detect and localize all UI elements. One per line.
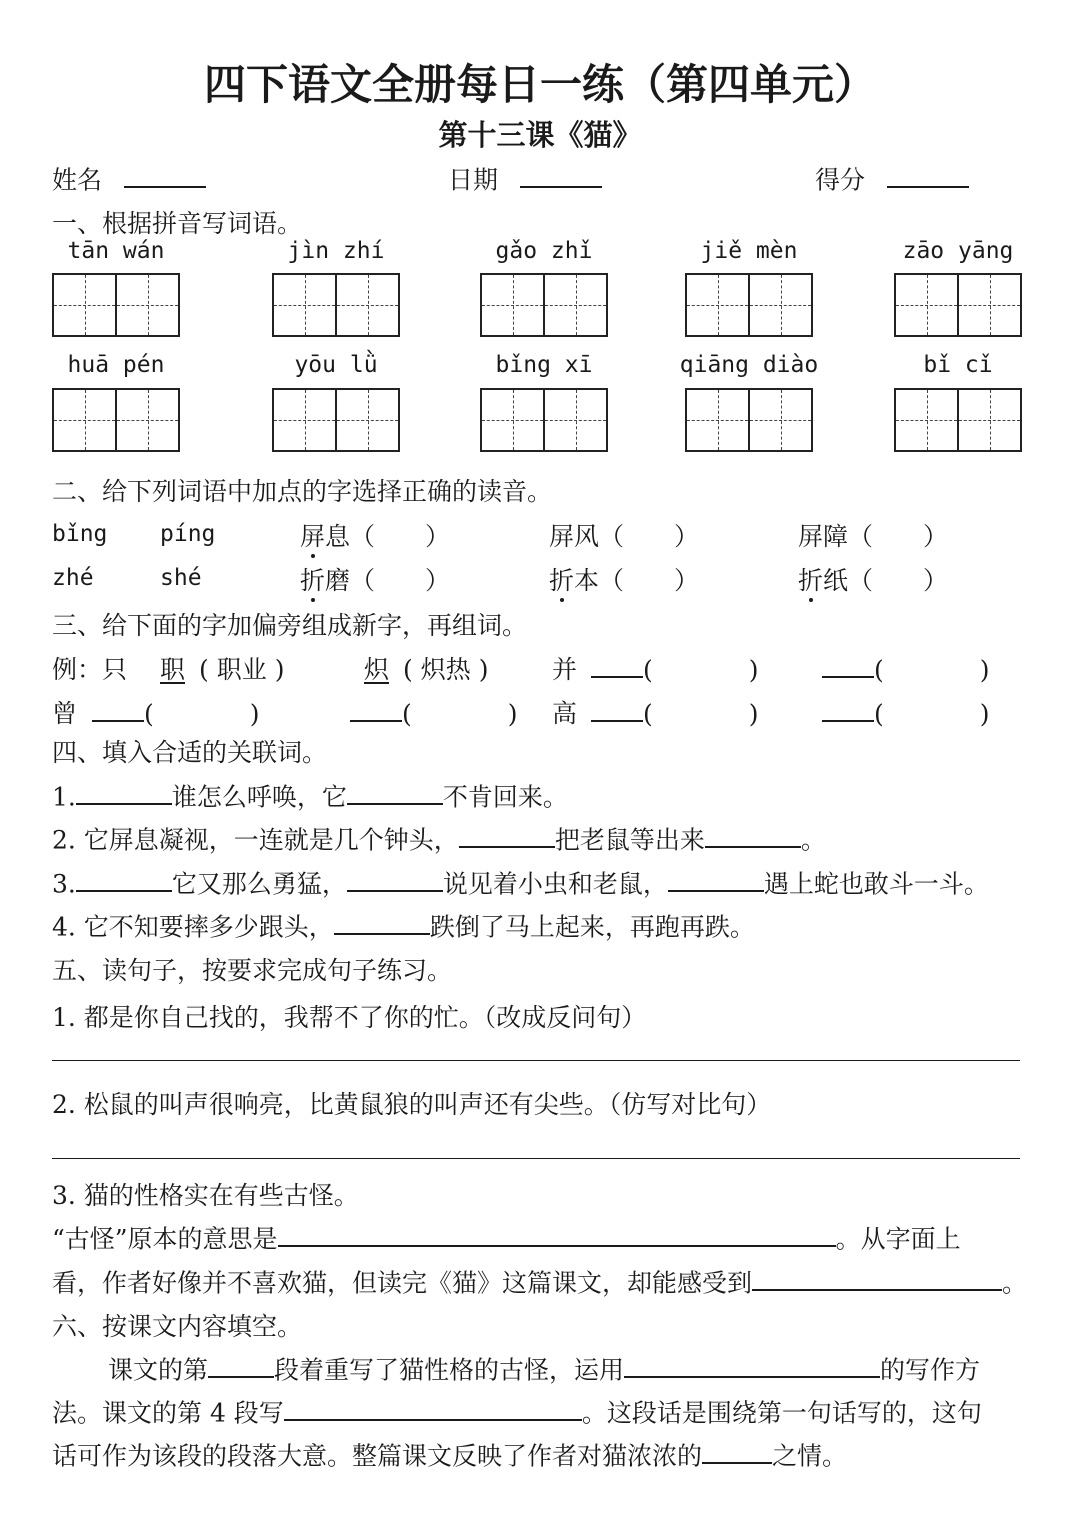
section1-heading: 一、根据拼音写词语。 xyxy=(52,209,303,238)
question-text: 把老鼠等出来 xyxy=(554,825,705,855)
writing-grid[interactable] xyxy=(480,273,608,337)
paren: （ xyxy=(599,522,625,551)
date-field xyxy=(448,160,602,196)
word-item xyxy=(300,561,450,597)
paren: ) xyxy=(507,699,518,729)
question-text: 跌倒了马上起来，再跑再跌。 xyxy=(429,912,755,942)
writing-grid[interactable] xyxy=(272,273,400,337)
fill-item xyxy=(92,694,260,728)
reading-option: bǐng xyxy=(52,521,108,547)
pinyin-label: zāo yāng xyxy=(902,238,1014,264)
word-item xyxy=(798,561,948,597)
name-label: 姓名 xyxy=(52,165,103,195)
answer-line[interactable] xyxy=(52,1158,1020,1159)
paren: ） xyxy=(674,566,700,595)
pinyin-label: jìn zhí xyxy=(287,238,385,264)
paren: ( xyxy=(643,655,653,685)
paragraph-text: 话可作为该段的段落大意。整篇课文反映了作者对猫浓浓的 xyxy=(52,1441,703,1471)
paren: ( xyxy=(874,655,884,685)
question-text: 。从字面上 xyxy=(835,1224,961,1254)
paren: （ xyxy=(599,566,625,595)
pinyin-label: gǎo zhǐ xyxy=(495,238,593,264)
word-char: 本 xyxy=(574,566,600,595)
char-blank[interactable] xyxy=(350,694,402,722)
writing-grid[interactable] xyxy=(52,388,180,452)
answer-blank[interactable] xyxy=(347,777,443,805)
answer-line[interactable] xyxy=(52,1060,1020,1061)
paragraph-text: 段着重写了猫性格的古怪，运用 xyxy=(274,1355,625,1385)
base-char: 曾 xyxy=(52,699,78,728)
question-text: 谁怎么呼唤，它 xyxy=(171,782,347,812)
section3-heading: 三、给下面的字加偏旁组成新字，再组词。 xyxy=(52,611,528,640)
base-char: 高 xyxy=(552,699,578,728)
answer-blank[interactable] xyxy=(76,777,172,805)
question-line xyxy=(52,820,826,856)
reading-option: píng xyxy=(160,521,216,547)
question-line xyxy=(52,907,755,943)
paren: （ xyxy=(350,522,376,551)
score-field xyxy=(815,160,969,196)
example-char: 炽 xyxy=(364,655,390,684)
pinyin-label: jiě mèn xyxy=(700,238,798,264)
question-line xyxy=(52,864,989,900)
section6-heading: 六、按课文内容填空。 xyxy=(52,1312,303,1341)
score-blank[interactable] xyxy=(887,160,969,188)
score-label: 得分 xyxy=(815,165,866,195)
dotted-char: 屏 xyxy=(300,517,325,553)
date-blank[interactable] xyxy=(520,160,602,188)
paren: （ xyxy=(848,522,874,551)
fill-item xyxy=(591,650,759,684)
question-line xyxy=(52,777,568,813)
writing-grid[interactable] xyxy=(685,273,813,337)
paren: ( xyxy=(874,699,884,729)
paren: ( xyxy=(403,655,413,684)
reading-option: shé xyxy=(160,565,202,591)
writing-grid[interactable] xyxy=(685,388,813,452)
char-blank[interactable] xyxy=(822,650,874,678)
word-char: 纸 xyxy=(823,566,849,595)
name-blank[interactable] xyxy=(124,160,206,188)
section4-heading: 四、填入合适的关联词。 xyxy=(52,738,328,767)
paragraph-text: 课文的第 xyxy=(108,1355,209,1385)
answer-blank[interactable] xyxy=(668,864,764,892)
base-char: 并 xyxy=(552,655,578,684)
paragraph-text: 法。课文的第 4 段写 xyxy=(52,1398,284,1428)
word-item xyxy=(549,561,699,597)
word-char: 息 xyxy=(325,522,351,551)
question-text: 2. 松鼠的叫声很响亮，比黄鼠狼的叫声还有尖些。（仿写对比句） xyxy=(52,1090,772,1119)
paragraph-line xyxy=(108,1350,980,1386)
question-text: 4. 它不知要摔多少跟头， xyxy=(52,912,334,942)
question-text: 1. 都是你自己找的，我帮不了你的忙。（改成反问句） xyxy=(52,1003,647,1032)
pinyin-label: yōu lǜ xyxy=(294,352,378,378)
section5-heading: 五、读句子，按要求完成句子练习。 xyxy=(52,956,453,985)
paren: ( xyxy=(199,655,209,684)
paragraph-line xyxy=(52,1436,847,1472)
paragraph-text: 之情。 xyxy=(772,1441,848,1471)
paren: （ xyxy=(350,566,376,595)
paren: ( xyxy=(402,699,412,729)
word-char: 磨 xyxy=(325,566,351,595)
fill-item xyxy=(822,650,990,684)
char-blank[interactable] xyxy=(92,694,144,722)
section2-heading: 二、给下列词语中加点的字选择正确的读音。 xyxy=(52,477,553,506)
paragraph-text: 的写作方 xyxy=(880,1355,981,1385)
paren: ） xyxy=(425,522,451,551)
question-line xyxy=(52,1263,1027,1299)
example-word: 炽热 xyxy=(420,655,471,684)
paren: ） xyxy=(674,522,700,551)
paren: ) xyxy=(748,699,759,729)
question-text: 。 xyxy=(800,825,826,855)
answer-blank[interactable] xyxy=(347,864,443,892)
char-blank[interactable] xyxy=(591,694,643,722)
answer-blank[interactable] xyxy=(702,1436,772,1464)
question-text: 。 xyxy=(1002,1268,1028,1298)
question-line xyxy=(52,1219,961,1255)
writing-grid[interactable] xyxy=(894,388,1022,452)
question-text: 说见着小虫和老鼠， xyxy=(442,869,668,899)
question-text: “古怪”原本的意思是 xyxy=(52,1224,278,1254)
paren: ( xyxy=(643,699,653,729)
answer-blank[interactable] xyxy=(334,907,430,935)
pinyin-label: tān wán xyxy=(67,238,165,264)
answer-blank[interactable] xyxy=(705,820,801,848)
example-item xyxy=(350,650,488,686)
paren: ） xyxy=(425,566,451,595)
answer-blank[interactable] xyxy=(76,864,172,892)
name-field xyxy=(52,160,206,196)
char-blank[interactable] xyxy=(591,650,643,678)
question-number: 1. xyxy=(52,782,76,812)
word-char: 屏 xyxy=(798,522,824,551)
question-text: 遇上蛇也敢斗一斗。 xyxy=(763,869,989,899)
paren: ) xyxy=(979,699,990,729)
dotted-char: 折 xyxy=(549,561,574,597)
fill-item xyxy=(350,694,518,728)
question-number: 3. xyxy=(52,869,76,899)
writing-grid[interactable] xyxy=(272,388,400,452)
question-text: 它又那么勇猛， xyxy=(171,869,347,899)
reading-option: zhé xyxy=(52,565,94,591)
char-blank[interactable] xyxy=(822,694,874,722)
paren: ） xyxy=(923,522,949,551)
date-label: 日期 xyxy=(448,165,499,195)
word-char: 风 xyxy=(574,522,600,551)
paren: ( xyxy=(144,699,154,729)
paren: ) xyxy=(979,655,990,685)
example-item xyxy=(146,650,284,686)
page-subtitle: 第十三课《猫》 xyxy=(438,118,642,152)
answer-blank[interactable] xyxy=(459,820,555,848)
answer-blank[interactable] xyxy=(752,1263,1002,1291)
example-word: 职业 xyxy=(216,655,267,684)
pinyin-label: bǐng xī xyxy=(495,352,593,378)
word-char: 障 xyxy=(823,522,849,551)
writing-grid[interactable] xyxy=(894,273,1022,337)
answer-blank[interactable] xyxy=(624,1350,880,1378)
paren: （ xyxy=(848,566,874,595)
paren: ) xyxy=(748,655,759,685)
question-text: 3. 猫的性格实在有些古怪。 xyxy=(52,1181,359,1210)
answer-blank[interactable] xyxy=(284,1393,582,1421)
question-text: 不肯回来。 xyxy=(442,782,568,812)
paren: ) xyxy=(249,699,260,729)
example-label: 例：只 xyxy=(52,655,128,684)
paragraph-text: 。这段话是围绕第一句话写的，这句 xyxy=(581,1398,982,1428)
fill-item xyxy=(591,694,759,728)
answer-blank[interactable] xyxy=(208,1350,274,1378)
page-title: 四下语文全册每日一练（第四单元） xyxy=(203,60,876,109)
fill-item xyxy=(822,694,990,728)
pinyin-label: bǐ cǐ xyxy=(923,352,993,378)
word-item xyxy=(300,517,450,553)
answer-blank[interactable] xyxy=(278,1219,836,1247)
paragraph-line xyxy=(52,1393,982,1429)
paren: ) xyxy=(274,655,285,684)
word-item xyxy=(798,517,948,553)
paren: ） xyxy=(923,566,949,595)
word-item xyxy=(549,517,699,553)
question-text: 2. 它屏息凝视，一连就是几个钟头， xyxy=(52,825,459,855)
dotted-char: 折 xyxy=(300,561,325,597)
pinyin-label: qiāng diào xyxy=(679,352,819,378)
writing-grid[interactable] xyxy=(52,273,180,337)
question-text: 看，作者好像并不喜欢猫，但读完《猫》这篇课文，却能感受到 xyxy=(52,1268,753,1298)
example-char: 职 xyxy=(160,655,186,684)
word-char: 屏 xyxy=(549,522,575,551)
writing-grid[interactable] xyxy=(480,388,608,452)
dotted-char: 折 xyxy=(798,561,823,597)
pinyin-label: huā pén xyxy=(67,352,165,378)
paren: ) xyxy=(478,655,489,684)
